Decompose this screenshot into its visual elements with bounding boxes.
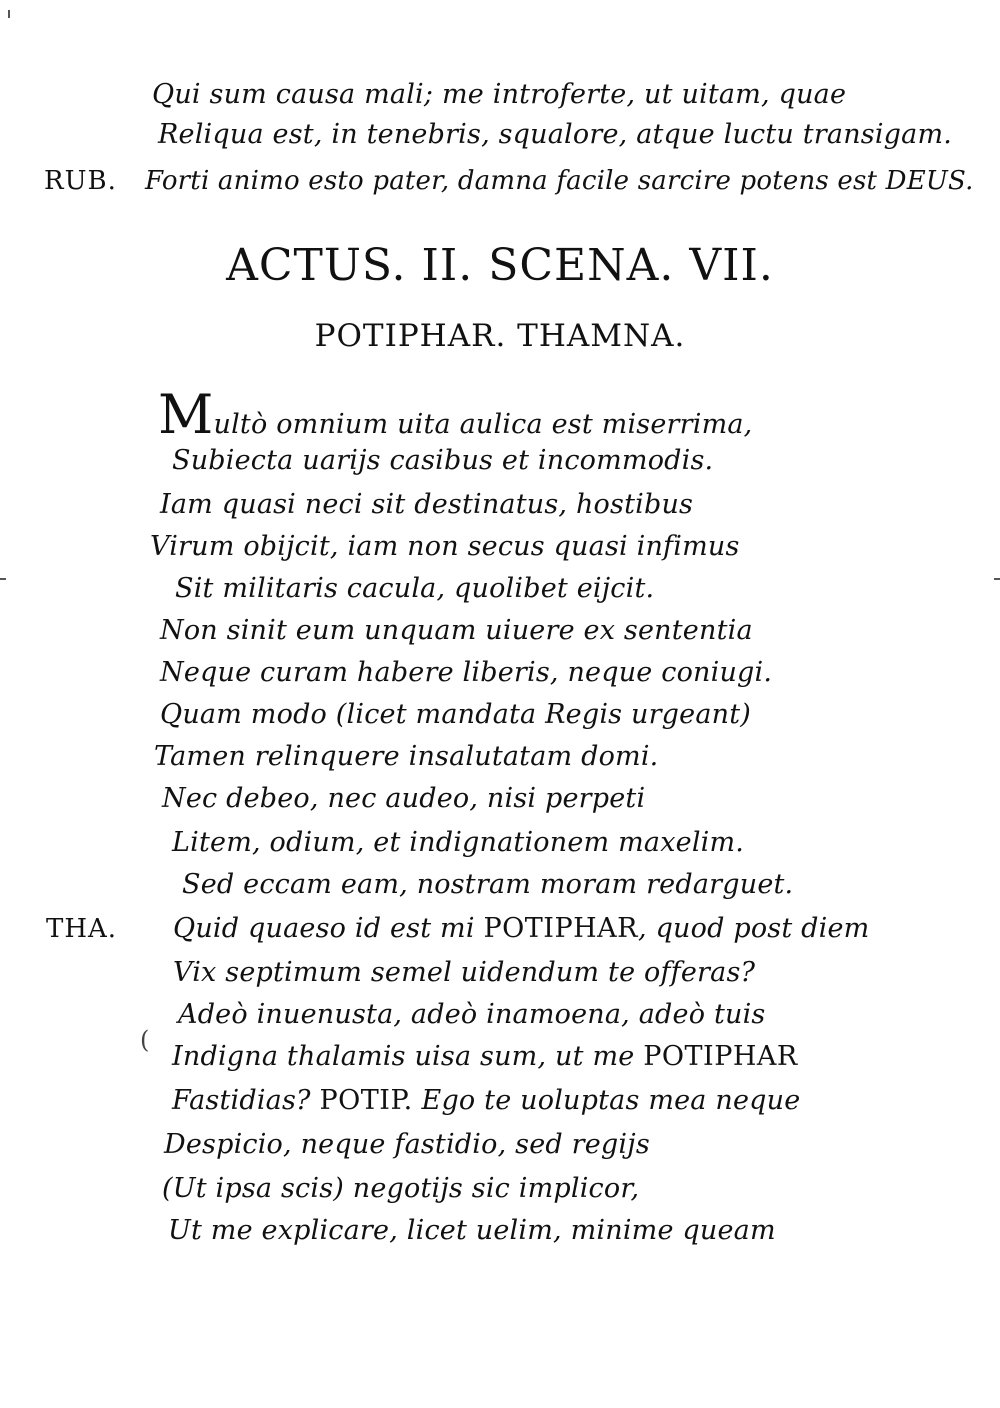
dialogue-line-6: Despicio, neque fastidio, sed regijs xyxy=(164,1129,650,1160)
act-scene-heading: ACTUS. II. SCENA. VII. xyxy=(226,240,774,291)
speaker-label-potip: POTIP. xyxy=(319,1085,413,1116)
dialogue-line-4-part-1: Indigna thalamis uisa sum, ut me xyxy=(172,1041,644,1072)
monologue-line-1-text: ultò omnium uita aulica est miserrima, xyxy=(213,409,753,440)
drop-capital: M xyxy=(158,383,214,446)
monologue-line-6: Non sinit eum unquam uiuere ex sententia xyxy=(160,615,753,646)
margin-bracket-mark: ( xyxy=(140,1026,150,1054)
dialogue-line-7: (Ut ipsa scis) negotijs sic implicor, xyxy=(162,1173,640,1204)
dialogue-line-5-part-3: Ego te uoluptas mea neque xyxy=(412,1085,801,1116)
monologue-line-12: Sed eccam eam, nostram moram redarguet. xyxy=(182,869,794,900)
dialogue-line-1-part-1: Quid quaeso id est mi xyxy=(173,913,484,944)
monologue-line-3: Iam quasi neci sit destinatus, hostibus xyxy=(160,489,694,520)
edge-mark-right xyxy=(994,578,1000,580)
name-potiphar: POTIPHAR xyxy=(643,1041,798,1072)
monologue-line-7: Neque curam habere liberis, neque coniugi. xyxy=(160,657,773,688)
monologue-line-10: Nec debeo, nec audeo, nisi perpeti xyxy=(162,783,646,814)
dialogue-line-1-part-3: , quod post diem xyxy=(638,913,870,944)
monologue-line-8: Quam modo (licet mandata Regis urgeant) xyxy=(160,699,752,730)
monologue-line-2: Subiecta uarijs casibus et incommodis. xyxy=(172,445,714,476)
intro-line-3: Forti animo esto pater, damna facile sarcire potens est DEUS. xyxy=(145,166,974,196)
intro-line-2: Reliqua est, in tenebris, squalore, atque luctu transigam. xyxy=(158,119,953,150)
dialogue-line-8: Ut me explicare, licet uelim, minime queam xyxy=(168,1215,776,1246)
dialogue-line-3: Adeò inuenusta, adeò inamoena, adeò tuis xyxy=(178,999,766,1030)
monologue-line-9: Tamen relinquere insalutatam domi. xyxy=(154,741,659,772)
monologue-line-5: Sit militaris cacula, quolibet eijcit. xyxy=(175,573,655,604)
edge-mark-left xyxy=(0,578,6,580)
speaker-label-rub: RUB. xyxy=(44,166,117,196)
dialogue-line-5 xyxy=(172,1084,800,1118)
edge-mark-top-left xyxy=(8,10,10,18)
speaker-label-tha: THA. xyxy=(46,914,118,944)
monologue-line-1 xyxy=(158,383,753,446)
persons-heading: POTIPHAR. THAMNA. xyxy=(314,318,686,354)
monologue-line-11: Litem, odium, et indignationem maxelim. xyxy=(172,827,745,858)
intro-line-1: Qui sum causa mali; me introferte, ut uitam, quae xyxy=(152,79,847,110)
dialogue-line-1 xyxy=(173,912,870,946)
dialogue-line-5-part-1: Fastidias? xyxy=(172,1085,320,1116)
dialogue-line-4 xyxy=(172,1040,798,1074)
name-potiphar: POTIPHAR xyxy=(483,913,638,944)
monologue-line-4: Virum obijcit, iam non secus quasi infimus xyxy=(150,531,740,562)
dialogue-line-2: Vix septimum semel uidendum te offeras? xyxy=(173,957,756,988)
